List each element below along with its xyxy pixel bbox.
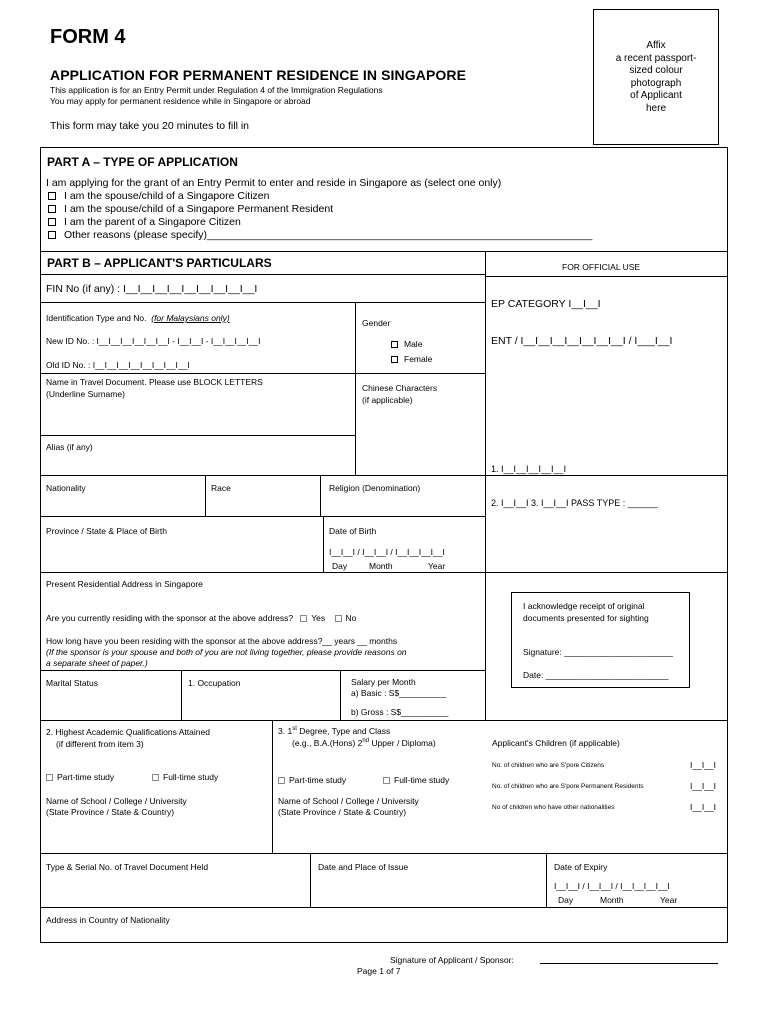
degree-label: 3. 1st Degree, Type and Class <box>278 726 391 736</box>
how-long-question[interactable]: How long have you been residing with the sponsor at the above address?__ years __ months <box>46 636 398 646</box>
subtitle-location: You may apply for permanent residence while in Singapore or abroad <box>50 96 311 106</box>
how-long-note-2: a separate sheet of paper.) <box>46 658 148 668</box>
divider <box>40 435 356 436</box>
expiry-month-label: Month <box>600 895 624 905</box>
photo-line: here <box>645 102 666 114</box>
divider <box>340 670 341 720</box>
alias-label: Alias (if any) <box>46 442 93 452</box>
photo-line: sized colour <box>629 65 683 76</box>
form-number: FORM 4 <box>50 26 126 48</box>
part-a-heading: PART A – TYPE OF APPLICATION <box>47 155 238 169</box>
divider <box>355 302 356 475</box>
official-line-2[interactable]: 2. I__I__I 3. I__I__I PASS TYPE : ______ <box>491 498 658 508</box>
dob-month-label: Month <box>369 561 393 571</box>
qualification-label: 2. Highest Academic Qualifications Attained <box>46 727 210 737</box>
ent-field[interactable]: ENT / I__I__I__I__I__I__I__I / I___I__I <box>491 335 673 347</box>
divider <box>323 516 324 572</box>
race-label: Race <box>211 483 231 493</box>
checkbox-icon[interactable] <box>300 615 307 622</box>
issue-label: Date and Place of Issue <box>318 862 409 872</box>
photo-line: of Applicant <box>630 90 682 101</box>
children-label: Applicant's Children (if applicable) <box>492 738 620 748</box>
subtitle-regulation: This application is for an Entry Permit under Regulation 4 of the Immigration Regulations <box>50 85 383 95</box>
divider <box>40 907 728 908</box>
checkbox-icon[interactable] <box>278 777 285 784</box>
official-line-1[interactable]: 1. I__I__I__I__I__I <box>491 464 567 474</box>
divider <box>40 373 486 374</box>
occupation-label: 1. Occupation <box>188 678 241 688</box>
how-long-note: (If the sponsor is your spouse and both of you are not living together, please provide reasons on <box>46 647 407 657</box>
expiry-day-label: Day <box>558 895 574 905</box>
degree-school-label: Name of School / College / University <box>278 796 419 806</box>
chinese-label-note: (if applicable) <box>362 395 413 405</box>
degree-example: (e.g., B.A.(Hons) 2nd Upper / Diploma) <box>292 738 436 748</box>
photo-line: a recent passport- <box>615 52 697 64</box>
degree-part-time[interactable]: Part-time study <box>278 775 346 785</box>
applicant-signature-label: Signature of Applicant / Sponsor: <box>390 955 514 965</box>
degree-full-time[interactable]: Full-time study <box>383 775 449 785</box>
dob-day-label: Day <box>332 561 348 571</box>
divider <box>40 516 486 517</box>
divider <box>40 274 486 275</box>
checkbox-icon[interactable] <box>48 192 56 200</box>
ack-date-field[interactable]: Date: __________________________ <box>523 670 669 680</box>
page-title: APPLICATION FOR PERMANENT RESIDENCE IN SINGAPORE <box>50 67 467 83</box>
divider <box>272 720 273 853</box>
name-label: Name in Travel Document. Please use BLOCK LETTERS <box>46 377 263 387</box>
option-spouse-pr[interactable]: I am the spouse/child of a Singapore Permanent Resident <box>48 203 333 215</box>
children-pr-label: No. of children who are S'pore Permanent Residents <box>492 783 644 790</box>
qual-part-time[interactable]: Part-time study <box>46 772 114 782</box>
gender-male[interactable]: Male <box>391 339 422 349</box>
checkbox-icon[interactable] <box>48 218 56 226</box>
children-other-label: No of children who have other nationalities <box>492 804 615 811</box>
degree-school-note: (State Province / State & Country) <box>278 807 407 817</box>
divider <box>485 251 486 720</box>
checkbox-icon[interactable] <box>391 341 398 348</box>
ack-text-2: documents presented for sighting <box>523 613 649 623</box>
birth-place-label: Province / State & Place of Birth <box>46 526 167 536</box>
children-other-field[interactable]: I__I__I <box>690 802 716 812</box>
divider <box>310 853 311 907</box>
checkbox-icon[interactable] <box>391 356 398 363</box>
divider <box>486 276 728 277</box>
children-pr-field[interactable]: I__I__I <box>690 781 716 791</box>
qual-school-label: Name of School / College / University <box>46 796 187 806</box>
checkbox-icon[interactable] <box>48 205 56 213</box>
checkbox-icon[interactable] <box>46 774 53 781</box>
residing-question: Are you currently residing with the sponsor at the above address? Yes No <box>46 613 357 623</box>
applicant-signature-line[interactable] <box>540 963 718 964</box>
divider <box>40 720 728 721</box>
checkbox-icon[interactable] <box>383 777 390 784</box>
name-label-note: (Underline Surname) <box>46 389 125 399</box>
part-a-intro: I am applying for the grant of an Entry Permit to enter and reside in Singapore as (select one only) <box>46 177 502 189</box>
page-number: Page 1 of 7 <box>357 966 401 976</box>
qualification-note: (if different from item 3) <box>56 739 144 749</box>
expiry-field[interactable]: I__I__I / I__I__I / I__I__I__I__I <box>554 881 670 891</box>
ep-category-field[interactable]: EP CATEGORY I__I__I <box>491 298 601 310</box>
dob-year-label: Year <box>428 561 446 571</box>
address-sg-label: Present Residential Address in Singapore <box>46 579 203 589</box>
checkbox-icon[interactable] <box>152 774 159 781</box>
photo-line: Affix <box>646 40 666 51</box>
divider <box>546 853 547 907</box>
divider <box>40 572 728 573</box>
divider <box>181 670 182 720</box>
salary-label: Salary per Month <box>351 677 416 687</box>
time-note: This form may take you 20 minutes to fill in <box>50 120 249 132</box>
children-sc-field[interactable]: I__I__I <box>690 760 716 770</box>
divider <box>40 302 486 303</box>
expiry-label: Date of Expiry <box>554 862 608 872</box>
qual-full-time[interactable]: Full-time study <box>152 772 218 782</box>
address-nationality-label: Address in Country of Nationality <box>46 915 170 925</box>
children-sc-label: No. of children who are S'pore Citizens <box>492 762 605 769</box>
option-other[interactable]: Other reasons (please specify)__________________________________________________________________ <box>48 229 592 241</box>
divider <box>205 475 206 516</box>
chinese-label: Chinese Characters <box>362 383 438 393</box>
gender-female[interactable]: Female <box>391 354 432 364</box>
checkbox-icon[interactable] <box>48 231 56 239</box>
travel-doc-label: Type & Serial No. of Travel Document Held <box>46 862 209 872</box>
salary-gross-field[interactable]: b) Gross : S$__________ <box>351 707 449 717</box>
checkbox-icon[interactable] <box>335 615 342 622</box>
official-use-heading: FOR OFFICIAL USE <box>562 262 641 272</box>
new-id-field[interactable]: New ID No. : I__I__I__I__I__I__I - I__I__I - I__I__I__I__I <box>46 336 261 346</box>
religion-label: Religion (Denomination) <box>329 483 421 493</box>
ack-text: I acknowledge receipt of original <box>523 601 645 611</box>
old-id-field[interactable]: Old ID No. : I__I__I__I__I__I__I__I__I <box>46 360 190 370</box>
salary-basic-field[interactable]: a) Basic : S$__________ <box>351 688 447 698</box>
gender-label: Gender <box>362 318 391 328</box>
dob-label: Date of Birth <box>329 526 377 536</box>
fin-field[interactable]: FIN No (if any) : I__I__I__I__I__I__I__I__I__I <box>46 283 258 295</box>
qual-school-note: (State Province / State & Country) <box>46 807 175 817</box>
option-parent-citizen[interactable]: I am the parent of a Singapore Citizen <box>48 216 241 228</box>
ack-signature-field[interactable]: Signature: _______________________ <box>523 647 673 657</box>
marital-label: Marital Status <box>46 678 98 688</box>
divider <box>40 670 486 671</box>
part-b-heading: PART B – APPLICANT'S PARTICULARS <box>47 256 272 270</box>
id-type-label: Identification Type and No. (for Malaysians only) <box>46 313 230 323</box>
nationality-label: Nationality <box>46 483 86 493</box>
divider <box>320 475 321 516</box>
divider <box>40 251 728 252</box>
dob-field[interactable]: I__I__I / I__I__I / I__I__I__I__I <box>329 547 445 557</box>
divider <box>40 853 728 854</box>
expiry-year-label: Year <box>660 895 678 905</box>
photo-line: photograph <box>630 77 682 89</box>
divider <box>40 475 728 476</box>
option-spouse-citizen[interactable]: I am the spouse/child of a Singapore Citizen <box>48 190 269 202</box>
photo-box[interactable] <box>593 9 719 145</box>
